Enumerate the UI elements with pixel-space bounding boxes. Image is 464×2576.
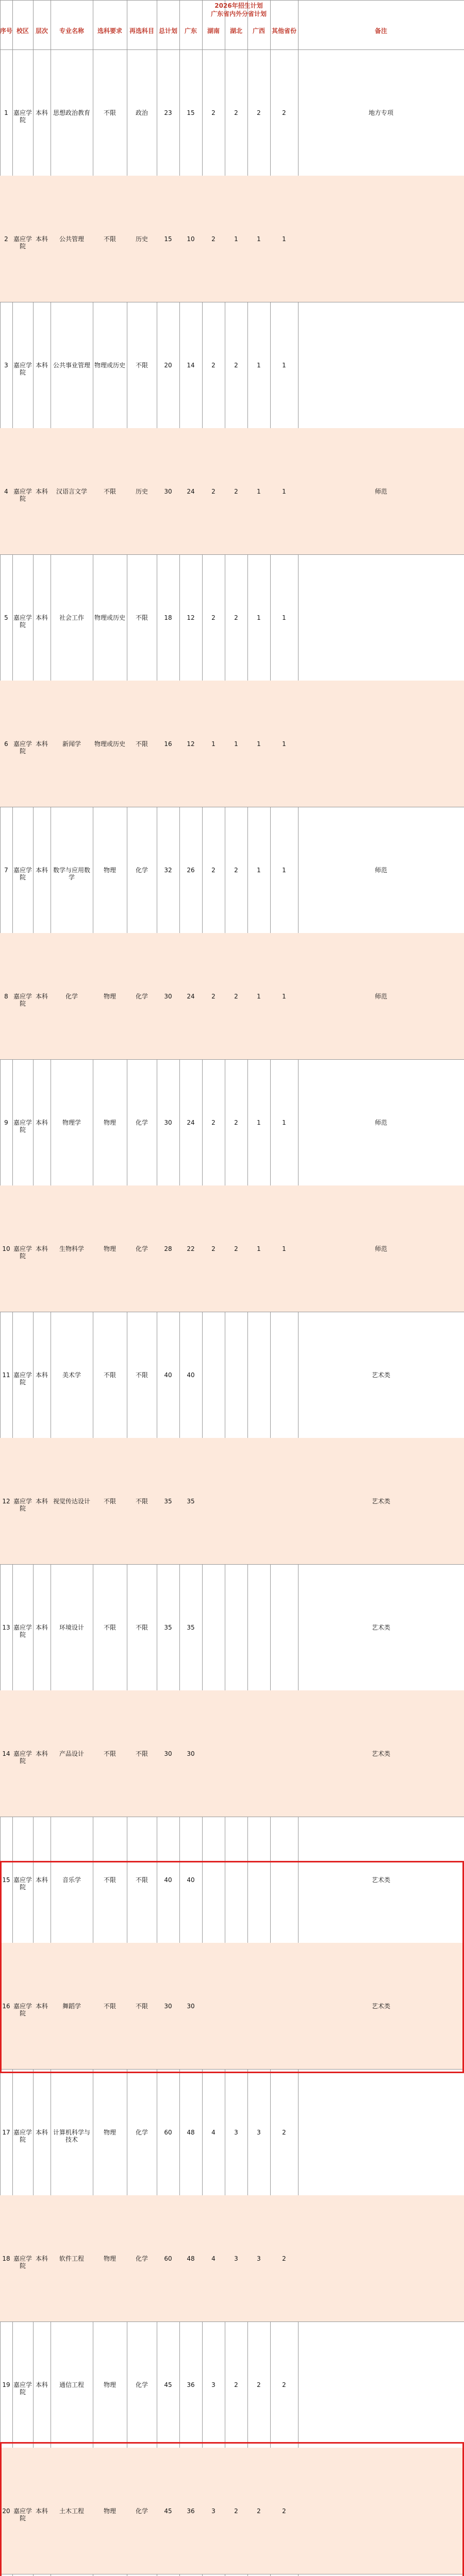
table-cell: 艺术类: [371, 1750, 390, 1757]
table-cell: 化学: [135, 866, 148, 874]
table-cell: 师范: [374, 992, 387, 1000]
table-cell: 化学: [65, 992, 78, 1000]
table-cell: 不限: [135, 1623, 148, 1631]
table-cell: 艺术类: [371, 1623, 390, 1631]
table-cell: 公共事业管理: [53, 361, 90, 369]
table-cell: 5: [4, 614, 8, 621]
table-cell: 历史: [135, 235, 148, 243]
table-cell: 3: [257, 2128, 261, 2136]
table-cell: 不限: [103, 1623, 116, 1631]
table-cell: 1: [211, 740, 216, 748]
table-cell: 不限: [135, 361, 148, 369]
table-cell: 26: [187, 866, 195, 874]
table-cell: 1: [282, 1118, 286, 1126]
column-header: 再选科目: [129, 27, 154, 35]
table-cell: 14: [2, 1750, 10, 1757]
table-cell: 嘉应学院: [13, 1118, 32, 1133]
table-cell: 3: [4, 361, 8, 369]
table-cell: 35: [187, 1623, 195, 1631]
table-cell: 30: [164, 487, 172, 495]
table-cell: 6: [4, 740, 8, 748]
table-cell: 物理学: [62, 1118, 81, 1126]
table-cell: 1: [282, 361, 286, 369]
table-cell: 48: [187, 2128, 195, 2136]
table-cell: 不限: [135, 1750, 148, 1757]
table-cell: 不限: [135, 614, 148, 621]
table-cell: 10: [187, 235, 195, 243]
table-cell: 嘉应学院: [13, 109, 32, 124]
table-cell: 地方专项: [368, 109, 393, 116]
table-cell: 15: [2, 1876, 10, 1884]
table-cell: 本科: [35, 1371, 48, 1379]
table-cell: 物理或历史: [94, 361, 125, 369]
table-cell: 本科: [35, 2002, 48, 2010]
table-cell: 15: [187, 109, 195, 116]
table-cell: 汉语言文学: [56, 487, 87, 495]
table-cell: 物理: [103, 2507, 116, 2515]
table-cell: 14: [187, 361, 195, 369]
table-cell: 17: [2, 2128, 10, 2136]
table-cell: 嘉应学院: [13, 2002, 32, 2017]
table-cell: 嘉应学院: [13, 1623, 32, 1638]
table-cell: 本科: [35, 2128, 48, 2136]
table-cell: 生物科学: [59, 1245, 84, 1252]
table-cell: 物理: [103, 2381, 116, 2388]
table-cell: 2: [211, 361, 216, 369]
table-cell: 不限: [135, 1876, 148, 1884]
table-cell: 2: [211, 235, 216, 243]
table-cell: 4: [211, 2255, 216, 2262]
column-header: 选科要求: [97, 27, 122, 35]
column-header: 序号: [0, 27, 13, 35]
table-cell: 不限: [135, 2002, 148, 2010]
table-cell: 嘉应学院: [13, 1750, 32, 1765]
table-cell: 2: [234, 866, 238, 874]
column-header: 广西: [252, 27, 265, 35]
table-cell: 不限: [103, 1497, 116, 1505]
table-cell: 2: [234, 2507, 238, 2515]
table-cell: 化学: [135, 2255, 148, 2262]
table-cell: 60: [164, 2255, 172, 2262]
table-cell: 本科: [35, 614, 48, 621]
table-cell: 2: [234, 1118, 238, 1126]
table-cell: 2: [211, 1118, 216, 1126]
table-cell: 嘉应学院: [13, 1371, 32, 1386]
table-cell: 美术学: [62, 1371, 81, 1379]
table-cell: 24: [187, 1118, 195, 1126]
table-cell: 艺术类: [371, 1497, 390, 1505]
table-subtitle: 广东省内外分省计划: [210, 10, 267, 18]
table-cell: 20: [164, 361, 172, 369]
table-cell: 13: [2, 1623, 10, 1631]
table-cell: 思想政治教育: [53, 109, 90, 116]
table-cell: 公共管理: [59, 235, 84, 243]
table-cell: 30: [164, 1750, 172, 1757]
table-cell: 嘉应学院: [13, 1245, 32, 1260]
table-cell: 22: [187, 1245, 195, 1252]
column-header: 湖北: [229, 27, 242, 35]
table-cell: 2: [234, 361, 238, 369]
table-cell: 数学与应用数学: [53, 866, 90, 881]
table-cell: 24: [187, 992, 195, 1000]
table-cell: 艺术类: [371, 2002, 390, 2010]
table-cell: 不限: [135, 1371, 148, 1379]
table-cell: 10: [2, 1245, 10, 1252]
table-cell: 2: [234, 2381, 238, 2388]
table-cell: 2: [211, 109, 216, 116]
table-cell: 1: [257, 1245, 261, 1252]
table-cell: 嘉应学院: [13, 992, 32, 1007]
column-header: 总计划: [158, 27, 177, 35]
table-cell: 36: [187, 2381, 195, 2388]
table-cell: 3: [234, 2255, 238, 2262]
column-header: 广东: [184, 27, 197, 35]
table-cell: 嘉应学院: [13, 361, 32, 376]
table-cell: 1: [257, 866, 261, 874]
table-cell: 1: [257, 235, 261, 243]
table-cell: 1: [257, 992, 261, 1000]
table-cell: 2: [234, 614, 238, 621]
table-cell: 30: [187, 1750, 195, 1757]
table-cell: 物理: [103, 866, 116, 874]
table-cell: 23: [164, 109, 172, 116]
table-cell: 嘉应学院: [13, 2255, 32, 2269]
table-cell: 软件工程: [59, 2255, 84, 2262]
table-cell: 2: [234, 1245, 238, 1252]
table-cell: 2: [282, 109, 286, 116]
table-cell: 12: [2, 1497, 10, 1505]
table-cell: 音乐学: [62, 1876, 81, 1884]
table-cell: 2: [257, 2381, 261, 2388]
table-cell: 2: [234, 992, 238, 1000]
table-cell: 本科: [35, 992, 48, 1000]
table-cell: 2: [282, 2507, 286, 2515]
table-cell: 本科: [35, 1750, 48, 1757]
table-cell: 2: [4, 235, 8, 243]
table-cell: 2: [234, 487, 238, 495]
table-cell: 艺术类: [371, 1371, 390, 1379]
table-cell: 1: [234, 740, 238, 748]
table-cell: 45: [164, 2507, 172, 2515]
table-cell: 物理: [103, 992, 116, 1000]
table-cell: 1: [282, 235, 286, 243]
table-cell: 嘉应学院: [13, 866, 32, 881]
table-cell: 视觉传达设计: [53, 1497, 90, 1505]
table-cell: 本科: [35, 740, 48, 748]
table-cell: 本科: [35, 866, 48, 874]
table-cell: 1: [257, 487, 261, 495]
table-cell: 物理: [103, 2255, 116, 2262]
table-cell: 30: [164, 1118, 172, 1126]
table-cell: 嘉应学院: [13, 2381, 32, 2396]
table-cell: 24: [187, 487, 195, 495]
column-header: 备注: [374, 27, 387, 35]
table-cell: 1: [4, 109, 8, 116]
table-cell: 45: [164, 2381, 172, 2388]
table-cell: 1: [257, 740, 261, 748]
table-cell: 不限: [103, 487, 116, 495]
table-cell: 嘉应学院: [13, 1876, 32, 1891]
table-cell: 2: [257, 109, 261, 116]
table-cell: 物理或历史: [94, 614, 125, 621]
table-cell: 4: [211, 2128, 216, 2136]
table-cell: 18: [2, 2255, 10, 2262]
table-cell: 1: [257, 361, 261, 369]
table-cell: 40: [164, 1371, 172, 1379]
table-cell: 30: [164, 2002, 172, 2010]
table-cell: 2: [282, 2128, 286, 2136]
table-cell: 本科: [35, 487, 48, 495]
table-cell: 嘉应学院: [13, 614, 32, 629]
table-cell: 20: [2, 2507, 10, 2515]
table-cell: 36: [187, 2507, 195, 2515]
column-header: 湖南: [207, 27, 220, 35]
table-cell: 化学: [135, 2381, 148, 2388]
table-cell: 40: [187, 1876, 195, 1884]
table-cell: 1: [234, 235, 238, 243]
table-cell: 3: [234, 2128, 238, 2136]
table-cell: 12: [187, 614, 195, 621]
table-cell: 师范: [374, 866, 387, 874]
table-cell: 化学: [135, 992, 148, 1000]
table-cell: 师范: [374, 1118, 387, 1126]
table-cell: 嘉应学院: [13, 740, 32, 755]
table-cell: 40: [187, 1371, 195, 1379]
table-cell: 师范: [374, 1245, 387, 1252]
table-cell: 不限: [103, 1750, 116, 1757]
table-cell: 本科: [35, 1876, 48, 1884]
table-cell: 不限: [135, 1497, 148, 1505]
table-cell: 土木工程: [59, 2507, 84, 2515]
table-cell: 不限: [103, 1371, 116, 1379]
table-cell: 9: [4, 1118, 8, 1126]
table-cell: 社会工作: [59, 614, 84, 621]
table-cell: 3: [257, 2255, 261, 2262]
column-header: 专业名称: [59, 27, 84, 35]
column-header: 其他省份: [271, 27, 296, 35]
table-cell: 本科: [35, 1497, 48, 1505]
table-cell: 8: [4, 992, 8, 1000]
table-cell: 2: [211, 992, 216, 1000]
table-cell: 产品设计: [59, 1750, 84, 1757]
table-cell: 舞蹈学: [62, 2002, 81, 2010]
table-cell: 16: [164, 740, 172, 748]
highlight-box-arts-1: [0, 1861, 464, 2073]
table-cell: 不限: [103, 109, 116, 116]
table-cell: 政治: [135, 109, 148, 116]
table-cell: 化学: [135, 1245, 148, 1252]
table-cell: 本科: [35, 1623, 48, 1631]
table-cell: 嘉应学院: [13, 2128, 32, 2143]
table-cell: 19: [2, 2381, 10, 2388]
table-cell: 嘉应学院: [13, 2507, 32, 2522]
table-cell: 化学: [135, 1118, 148, 1126]
table-cell: 本科: [35, 235, 48, 243]
table-cell: 物理: [103, 1245, 116, 1252]
table-cell: 1: [282, 487, 286, 495]
table-cell: 本科: [35, 2255, 48, 2262]
table-cell: 2: [282, 2255, 286, 2262]
table-cell: 4: [4, 487, 8, 495]
table-cell: 2: [282, 2381, 286, 2388]
table-cell: 2: [211, 866, 216, 874]
table-cell: 1: [282, 866, 286, 874]
table-cell: 3: [211, 2507, 216, 2515]
table-cell: 本科: [35, 2507, 48, 2515]
table-cell: 11: [2, 1371, 10, 1379]
table-cell: 35: [164, 1623, 172, 1631]
table-cell: 历史: [135, 487, 148, 495]
table-cell: 本科: [35, 109, 48, 116]
table-cell: 计算机科学与技术: [53, 2128, 90, 2143]
table-cell: 本科: [35, 2381, 48, 2388]
table-cell: 物理或历史: [94, 740, 125, 748]
table-cell: 物理: [103, 2128, 116, 2136]
table-cell: 16: [2, 2002, 10, 2010]
table-cell: 35: [187, 1497, 195, 1505]
table-cell: 7: [4, 866, 8, 874]
table-cell: 2: [211, 1245, 216, 1252]
table-cell: 1: [257, 614, 261, 621]
table-cell: 12: [187, 740, 195, 748]
table-cell: 不限: [103, 235, 116, 243]
table-cell: 40: [164, 1876, 172, 1884]
table-title: 2026年招生计划: [214, 2, 263, 9]
table-cell: 15: [164, 235, 172, 243]
table-cell: 本科: [35, 361, 48, 369]
table-cell: 1: [282, 740, 286, 748]
table-cell: 化学: [135, 2507, 148, 2515]
table-cell: 30: [164, 992, 172, 1000]
table-cell: 通信工程: [59, 2381, 84, 2388]
column-header: 层次: [35, 27, 48, 35]
table-cell: 本科: [35, 1245, 48, 1252]
table-cell: 35: [164, 1497, 172, 1505]
table-cell: 2: [211, 487, 216, 495]
table-cell: 嘉应学院: [13, 487, 32, 502]
table-cell: 艺术类: [371, 1876, 390, 1884]
table-cell: 60: [164, 2128, 172, 2136]
table-cell: 本科: [35, 1118, 48, 1126]
table-cell: 不限: [135, 740, 148, 748]
table-cell: 32: [164, 866, 172, 874]
table-cell: 28: [164, 1245, 172, 1252]
table-cell: 1: [282, 1245, 286, 1252]
table-cell: 1: [282, 614, 286, 621]
table-cell: 1: [282, 992, 286, 1000]
table-cell: 物理: [103, 1118, 116, 1126]
table-cell: 化学: [135, 2128, 148, 2136]
table-cell: 不限: [103, 2002, 116, 2010]
table-cell: 环境设计: [59, 1623, 84, 1631]
table-cell: 2: [211, 614, 216, 621]
table-cell: 48: [187, 2255, 195, 2262]
table-cell: 3: [211, 2381, 216, 2388]
table-cell: 1: [257, 1118, 261, 1126]
highlight-box-arts-2: [0, 2442, 464, 2576]
table-cell: 嘉应学院: [13, 1497, 32, 1512]
column-header: 校区: [16, 27, 29, 35]
table-cell: 师范: [374, 487, 387, 495]
table-cell: 18: [164, 614, 172, 621]
table-cell: 2: [257, 2507, 261, 2515]
table-cell: 30: [187, 2002, 195, 2010]
table-cell: 2: [234, 109, 238, 116]
table-cell: 嘉应学院: [13, 235, 32, 250]
table-cell: 新闻学: [62, 740, 81, 748]
table-cell: 不限: [103, 1876, 116, 1884]
